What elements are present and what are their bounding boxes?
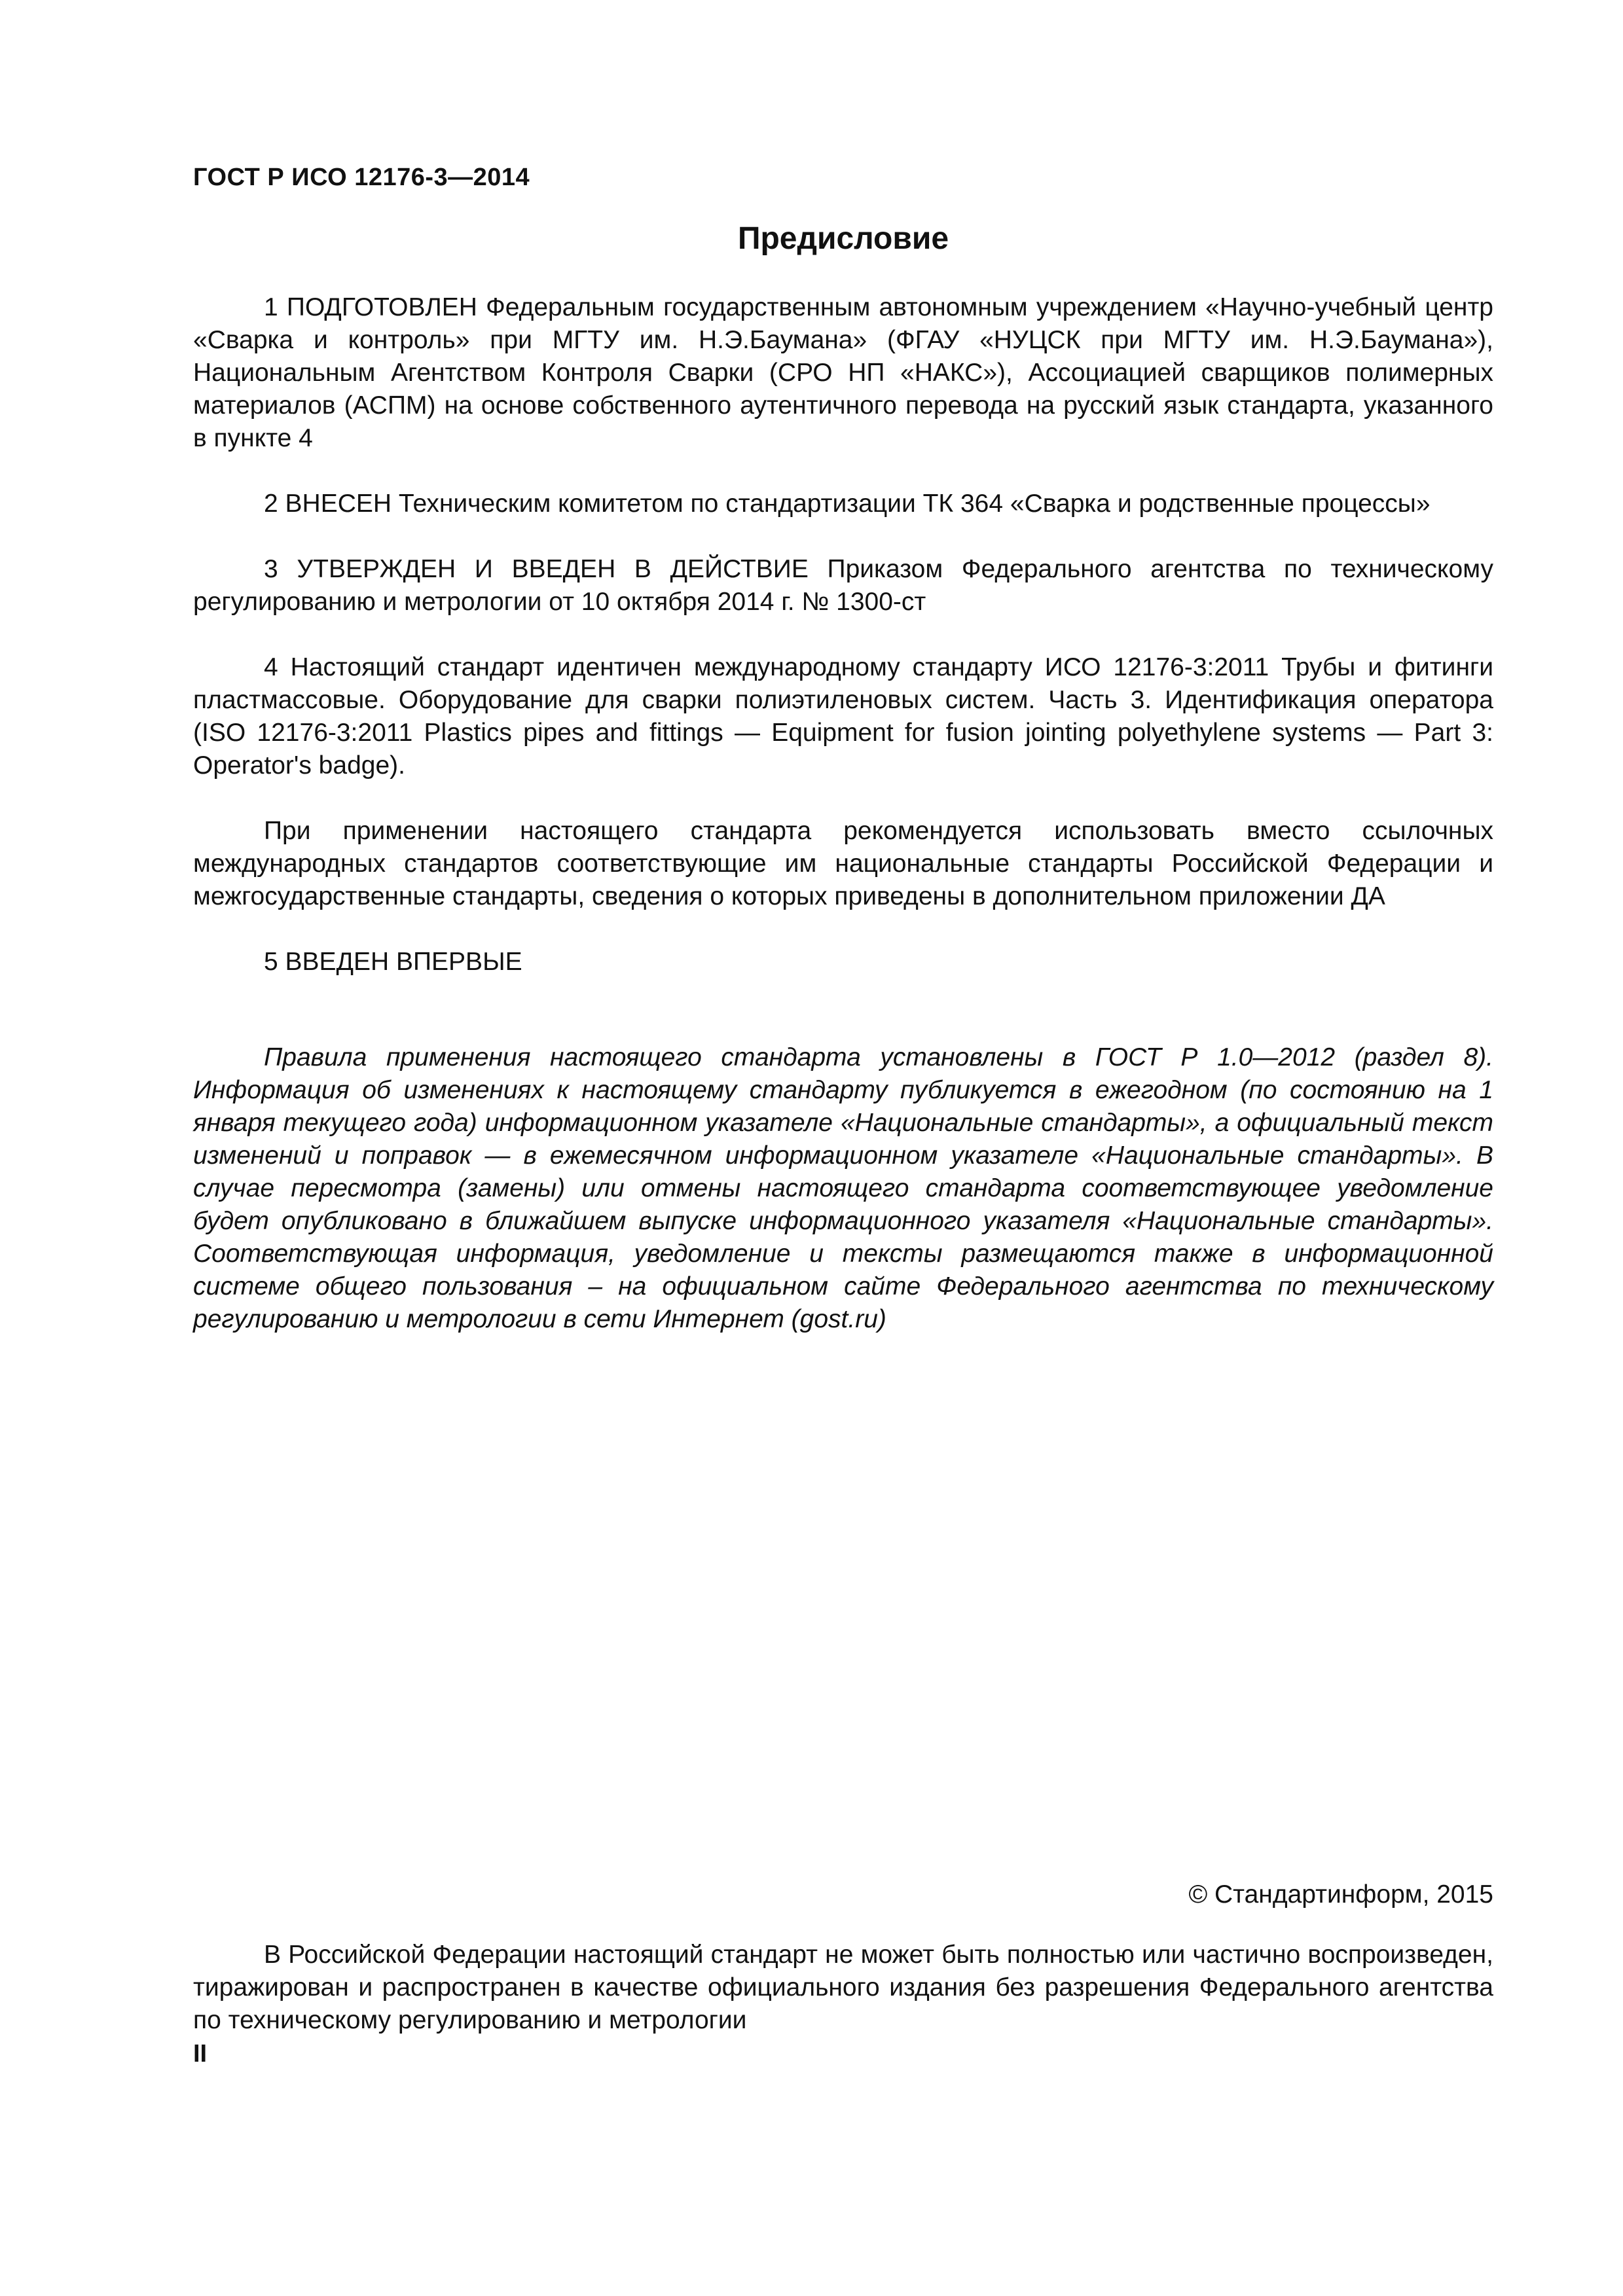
paragraph-approved: 3 УТВЕРЖДЕН И ВВЕДЕН В ДЕЙСТВИЕ Приказом Федерального агентства по техническому регулированию и метрологии от 10 октября 2014 г. № 1300-ст — [193, 555, 1493, 616]
paragraph-application-notice: Правила применения настоящего стандарта установлены в ГОСТ Р 1.0—2012 (раздел 8). Информация об изменениях к настоящему стандарту публикуется в ежегодном (по состоянию на 1 января текущего года) информационном указателе «Национальные стандарты», а официальный текст изменений и поправок — в ежемесячном информационном указателе «Национальные стандарты». В случае пересмотра (замены) или отмены настоящего стандарта соответствующее уведомление будет опубликовано в ближайшем выпуске информационного указателя «Национальные стандарты». Соответствующая информация, уведомление и тексты размещаются также в информационной системе общего пользования – на официальном сайте Федерального агентства по техническому регулированию и метрологии в сети Интернет (gost.ru) — [193, 1043, 1493, 1333]
page-number: II — [193, 2040, 208, 2068]
paragraph-identical-standard: 4 Настоящий стандарт идентичен международному стандарту ИСО 12176-3:2011 Трубы и фитинги пластмассовые. Оборудование для сварки полиэтиленовых систем. Часть 3. Идентификация оператора (ISO 12176-3:2011 Plastics pipes and fittings — Equipment for fusion jointing polyethylene systems — Part 3: Operator's badge). — [193, 653, 1493, 780]
paragraph-prepared-by: 1 ПОДГОТОВЛЕН Федеральным государственным автономным учреждением «Научно-учебный центр «Сварка и контроль» при МГТУ им. Н.Э.Баумана» (ФГАУ «НУЦСК при МГТУ им. Н.Э.Баумана»), Национальным Агентством Контроля Сварки (СРО НП «НАКС»), Ассоциацией сварщиков полимерных материалов (АСПМ) на основе собственного аутентичного перевода на русский язык стандарта, указанного в пункте 4 — [193, 293, 1493, 452]
copyright-line: © Стандартинформ, 2015 — [1188, 1880, 1493, 1909]
section-heading: Предисловие — [737, 221, 949, 256]
paragraph-reference-standards: При применении настоящего стандарта рекомендуется использовать вместо ссылочных международных стандартов соответствующие им национальные стандарты Российской Федерации и межгосударственные стандарты, сведения о которых приведены в дополнительном приложении ДА — [193, 817, 1493, 910]
paragraph-introduced-by: 2 ВНЕСЕН Техническим комитетом по стандартизации ТК 364 «Сварка и родственные процессы» — [264, 490, 1431, 518]
reproduction-rights: В Российской Федерации настоящий стандарт не может быть полностью или частично воспроизведен, тиражирован и распространен в качестве официального издания без разрешения Федерального агентства по техническому регулированию и метрологии — [193, 1941, 1493, 2034]
document-code: ГОСТ Р ИСО 12176-3—2014 — [193, 164, 530, 191]
foreword-body — [193, 291, 1493, 1369]
paragraph-first-introduced: 5 ВВЕДЕН ВПЕРВЫЕ — [264, 948, 522, 976]
